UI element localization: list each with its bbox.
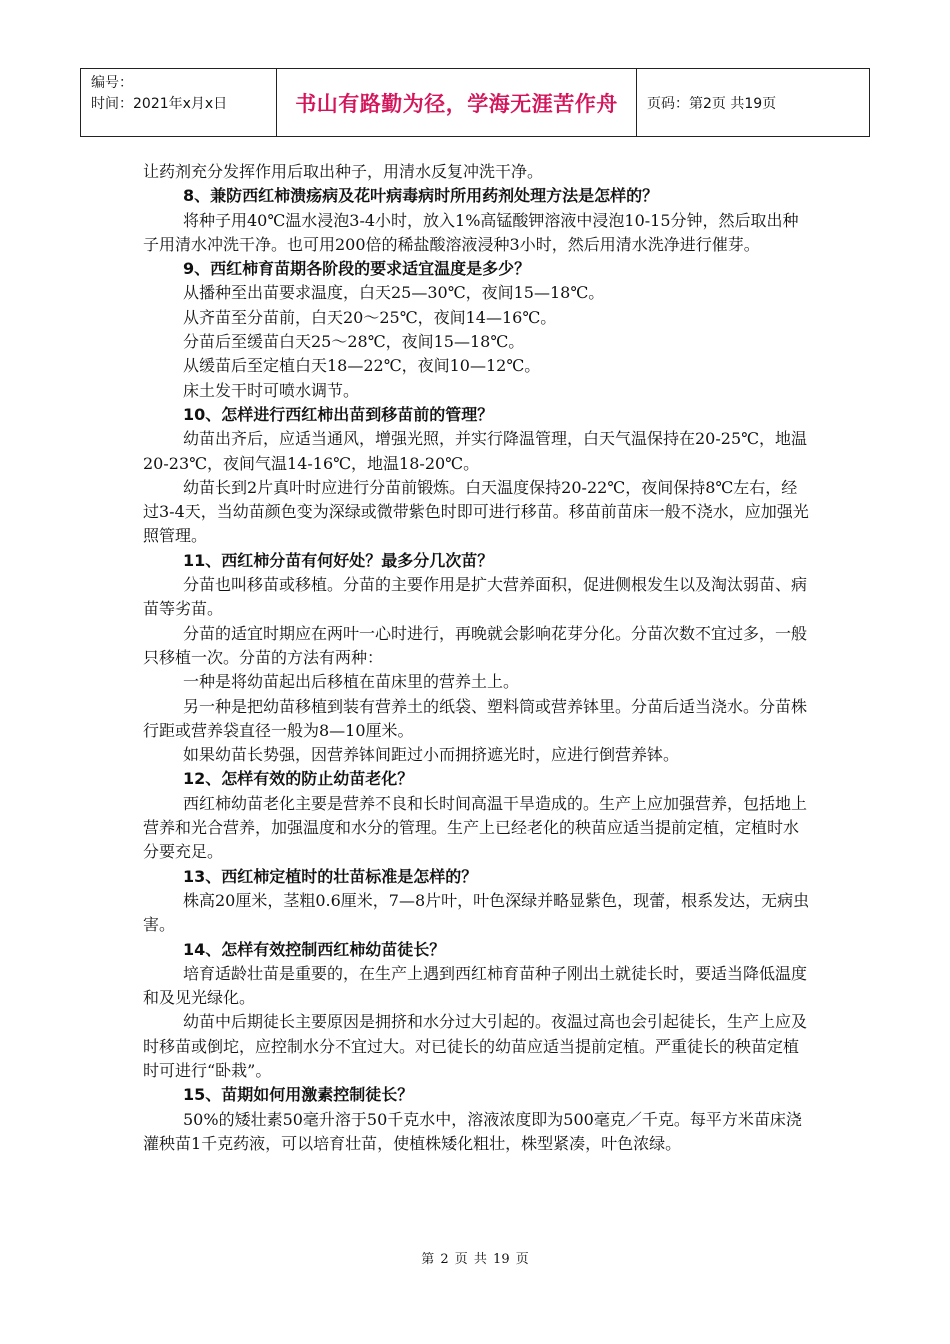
question-heading: 10、怎样进行西红柿出苗到移苗前的管理？: [183, 404, 494, 424]
body-paragraph: 从齐苗至分苗前，白天20～25℃，夜间14—16℃。: [183, 307, 557, 327]
document-number-label: 编号：: [91, 75, 133, 91]
body-paragraph: 另一种是把幼苗移植到装有营养土的纸袋、塑料筒或营养钵里。分苗后适当浇水。分苗株行距或营养袋直径一般为8—10厘米。: [143, 696, 808, 740]
body-paragraph: 幼苗出齐后，应适当通风，增强光照，并实行降温管理，白天气温保持在20-25℃，地温20-23℃，夜间气温14-16℃，地温18-20℃。: [143, 429, 808, 473]
body-paragraph: 从播种至出苗要求温度，白天25—30℃，夜间15—18℃。: [183, 283, 605, 303]
question-heading: 12、怎样有效的防止幼苗老化？: [183, 769, 414, 789]
body-paragraph: 幼苗中后期徒长主要原因是拥挤和水分过大引起的。夜温过高也会引起徒长，生产上应及时移苗或倒坨，应控制水分不宜过大。对已徒长的幼苗应适当提前定植。严重徒长的秧苗定植时可进行“卧栽”。: [143, 1012, 808, 1080]
question-heading: 8、兼防西红柿溃疡病及花叶病毒病时所用药剂处理方法是怎样的？: [183, 186, 659, 206]
body-paragraph: 让药剂充分发挥作用后取出种子，用清水反复冲洗干净。: [143, 162, 544, 181]
question-heading: 11、西红柿分苗有何好处？最多分几次苗？: [183, 550, 494, 570]
body-paragraph: 株高20厘米，茎粗0.6厘米，7—8片叶，叶色深绿并略显紫色，现蕾，根系发达，无病虫害。: [143, 890, 810, 935]
document-time-label: 时间：2021年x月x日: [91, 96, 228, 112]
header-motto: 书山有路勤为径，学海无涯苦作舟: [295, 91, 618, 116]
body-paragraph: 幼苗长到2片真叶时应进行分苗前锻炼。白天温度保持20-22℃，夜间保持8℃左右，经过3-4天，当幼苗颜色变为深绿或微带紫色时即可进行移苗。移苗前苗床一般不浇水，应加强光照管理。: [143, 477, 809, 546]
body-paragraph: 如果幼苗长势强，因营养钵间距过小而拥挤遮光时，应进行倒营养钵。: [183, 745, 680, 765]
body-paragraph: 培育适龄壮苗是重要的，在生产上遇到西红柿育苗种子刚出土就徒长时，要适当降低温度和及见光绿化。: [143, 963, 808, 1008]
body-paragraph: 从缓苗后至定植白天18—22℃，夜间10—12℃。: [183, 356, 541, 376]
question-heading: 9、西红柿育苗期各阶段的要求适宜温度是多少？: [183, 259, 531, 279]
footer-page-number: 第 2 页 共 19 页: [421, 1252, 529, 1267]
question-heading: 13、西红柿定植时的壮苗标准是怎样的？: [183, 866, 478, 886]
page-header: [80, 68, 870, 137]
document-body: [143, 160, 811, 1156]
body-paragraph: 分苗的适宜时期应在两叶一心时进行，再晚就会影响花芽分化。分苗次数不宜过多，一般只移植一次。分苗的方法有两种：: [143, 623, 808, 667]
page-footer: [0, 1248, 950, 1267]
body-paragraph: 分苗也叫移苗或移植。分苗的主要作用是扩大营养面积，促进侧根发生以及淘汰弱苗、病苗等劣苗。: [143, 575, 808, 619]
body-paragraph: 将种子用40℃温水浸泡3-4小时，放入1%高锰酸钾溶液中浸泡10-15分钟，然后取出种子用清水冲洗干净。也可用200倍的稀盐酸溶液浸种3小时，然后用清水洗净进行催芽。: [143, 210, 799, 254]
header-meta: [80, 69, 277, 136]
body-paragraph: 一种是将幼苗起出后移植在苗床里的营养土上。: [183, 672, 520, 692]
question-heading: 15、苗期如何用激素控制徒长？: [183, 1085, 414, 1105]
body-paragraph: 分苗后至缓苗白天25～28℃，夜间15—18℃。: [183, 332, 525, 352]
body-paragraph: 床土发干时可喷水调节。: [183, 380, 360, 400]
body-paragraph: 50%的矮壮素50毫升溶于50千克水中，溶液浓度即为500毫克／千克。每平方米苗床浇灌秧苗1千克药液，可以培育壮苗，使植株矮化粗壮，株型紧凑，叶色浓绿。: [143, 1109, 802, 1153]
header-page-info-cell: [637, 69, 870, 136]
question-heading: 14、怎样有效控制西红柿幼苗徒长？: [183, 939, 446, 959]
header-page-info: 页码：第2页 共19页: [647, 95, 777, 112]
body-paragraph: 西红柿幼苗老化主要是营养不良和长时间高温干旱造成的。生产上应加强营养，包括地上营养和光合营养，加强温度和水分的管理。生产上已经老化的秧苗应适当提前定植，定植时水分要充足。: [143, 793, 808, 862]
header-motto-cell: [277, 69, 637, 136]
